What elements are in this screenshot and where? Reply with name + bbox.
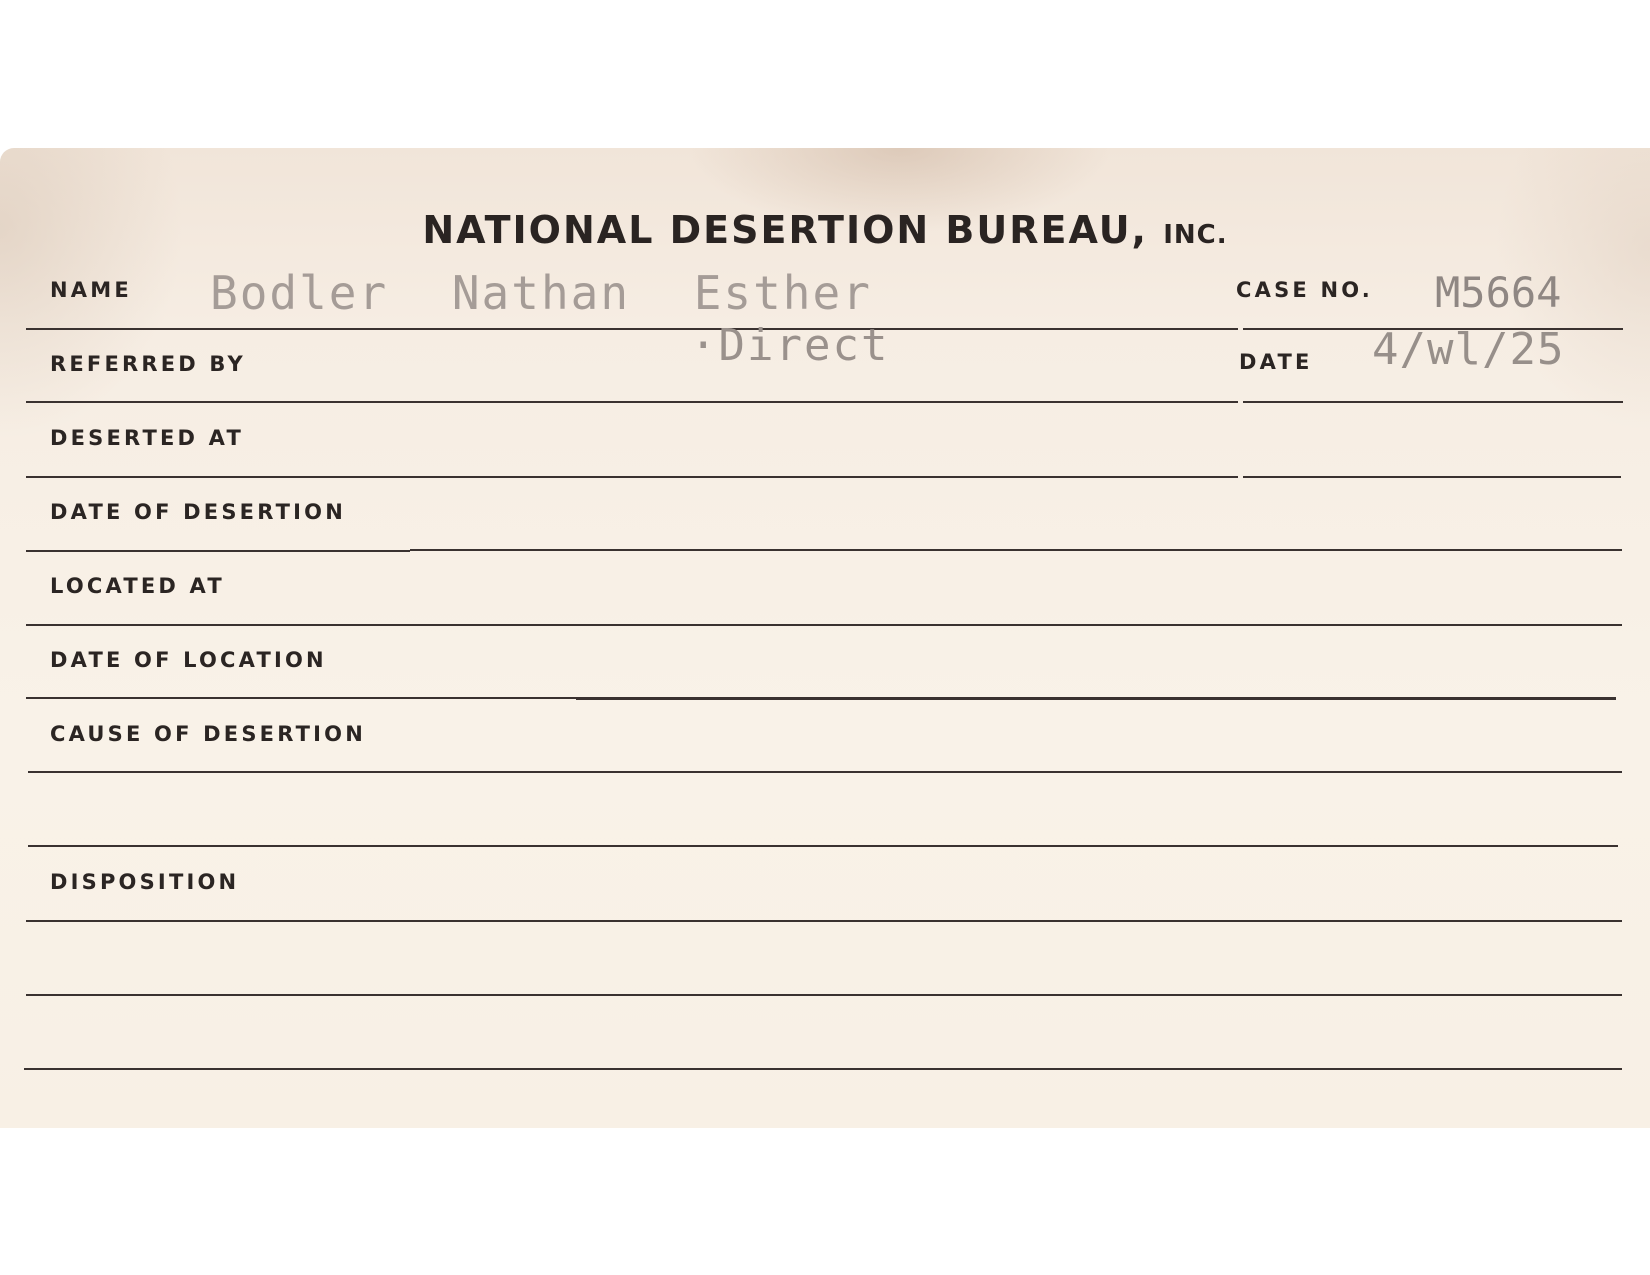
case-no-label: CASE NO. [1236, 278, 1373, 302]
bureau-name: NATIONAL DESERTION BUREAU, [422, 208, 1148, 252]
date-rule [1243, 401, 1623, 403]
deserted-at-label: DESERTED AT [50, 426, 245, 450]
date-label: DATE [1239, 350, 1313, 374]
referred-by-label: REFERRED BY [50, 352, 246, 376]
cause-of-desertion-label: CAUSE OF DESERTION [50, 722, 366, 746]
date-of-desertion-label: DATE OF DESERTION [50, 500, 346, 524]
located-at-rule [26, 624, 1622, 626]
name-value: Bodler Nathan Esther [210, 266, 872, 320]
name-rule [26, 328, 1238, 330]
referred-by-value: ·Direct [690, 320, 890, 371]
date-of-location-rule-right [576, 697, 1616, 700]
date-of-desertion-rule-right [410, 549, 1622, 551]
date-of-desertion-rule-left [26, 550, 410, 552]
blank-rule-2 [24, 1068, 1622, 1070]
date-of-location-rule-left [26, 697, 576, 699]
bureau-inc: INC. [1163, 220, 1228, 250]
card-title [0, 208, 1650, 252]
disposition-rule [26, 920, 1622, 922]
deserted-at-rule-right [1243, 476, 1621, 478]
disposition-label: DISPOSITION [50, 870, 240, 894]
referred-rule-left [26, 401, 416, 403]
blank-rule-1 [26, 994, 1622, 996]
located-at-label: LOCATED AT [50, 574, 225, 598]
case-no-value: M5664 [1435, 268, 1562, 317]
cause-of-desertion-rule [28, 771, 1622, 773]
date-value: 4/wl/25 [1372, 324, 1565, 375]
name-label: NAME [50, 278, 132, 302]
index-card [0, 148, 1650, 1128]
date-of-location-label: DATE OF LOCATION [50, 648, 327, 672]
referred-rule-right [416, 401, 1238, 403]
deserted-at-rule [26, 476, 1238, 478]
cause-continuation-rule [28, 845, 1618, 847]
